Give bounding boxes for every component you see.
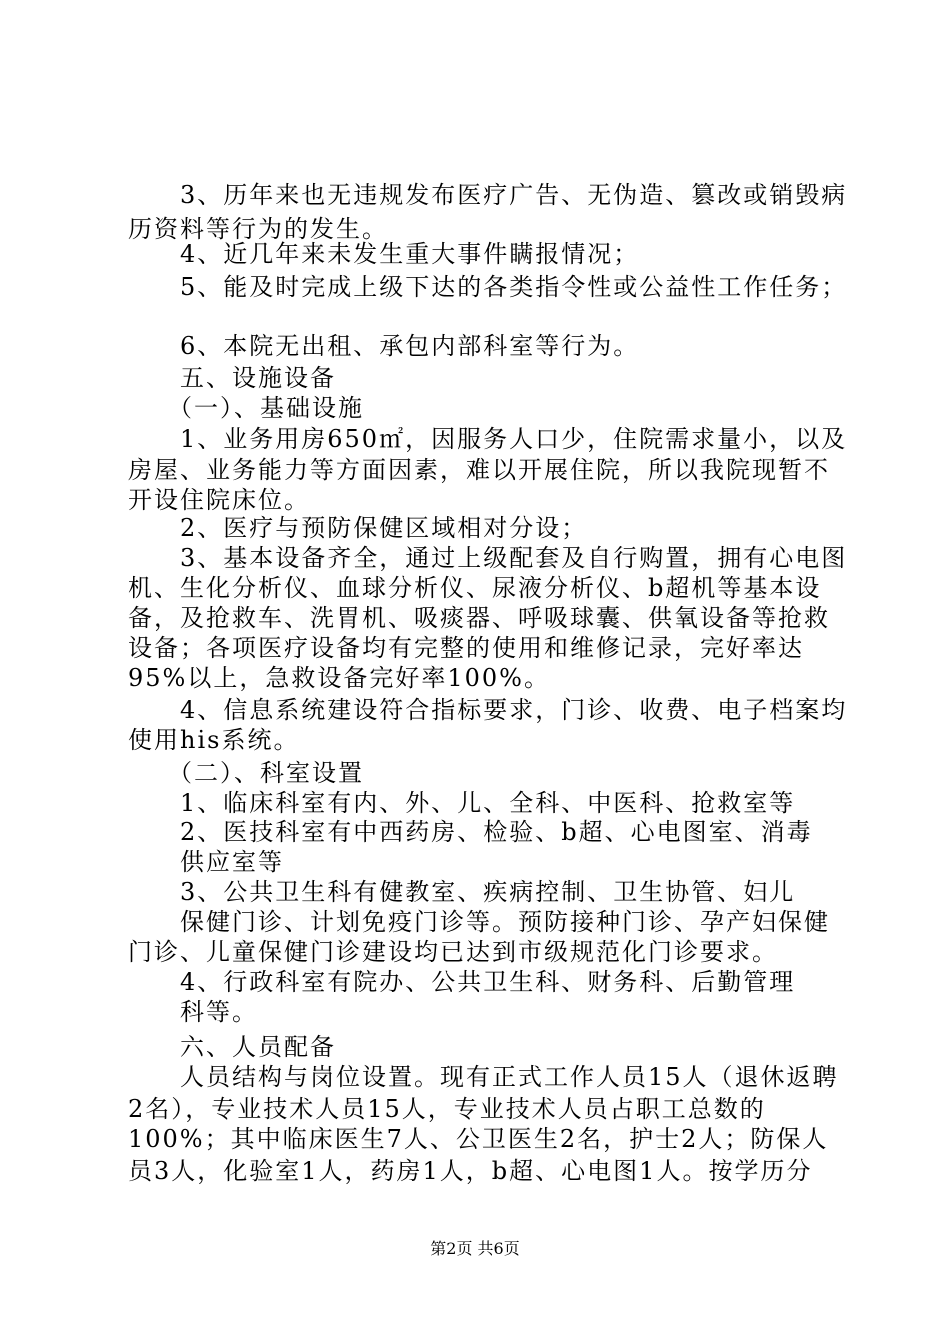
paragraph-line: 1、临床科室有内、外、儿、全科、中医科、抢救室等 [180, 789, 796, 817]
paragraph-line: 门诊、儿童保健门诊建设均已达到市级规范化门诊要求。 [128, 938, 778, 966]
paragraph-line: 3、基本设备齐全，通过上级配套及自行购置，拥有心电图 [180, 544, 848, 572]
paragraph-line: 房屋、业务能力等方面因素，难以开展住院，所以我院现暂不 [128, 456, 830, 484]
paragraph-line: 2名），专业技术人员15人，专业技术人员占职工总数的 [128, 1095, 766, 1123]
paragraph-line: 4、近几年来未发生重大事件瞒报情况； [180, 240, 640, 268]
paragraph-line: 4、信息系统建设符合指标要求，门诊、收费、电子档案均 [180, 696, 848, 724]
subsection-heading: （二）、科室设置 [168, 759, 364, 787]
paragraph-line: 员3人，化验室1人，药房1人，b超、心电图1人。按学历分 [128, 1157, 813, 1185]
paragraph-line: 历资料等行为的发生。 [128, 215, 388, 243]
subsection-heading: （一）、基础设施 [168, 394, 364, 422]
paragraph-line: 5、能及时完成上级下达的各类指令性或公益性工作任务； [180, 273, 848, 301]
paragraph-line: 3、历年来也无违规发布医疗广告、无伪造、篡改或销毁病 [180, 181, 848, 209]
paragraph-line: 1、业务用房650㎡，因服务人口少，住院需求量小，以及 [180, 425, 848, 453]
paragraph-line: 备，及抢救车、洗胃机、吸痰器、呼吸球囊、供氧设备等抢救 [128, 604, 830, 632]
paragraph-line: 人员结构与岗位设置。现有正式工作人员15人（退休返聘 [180, 1063, 839, 1091]
paragraph-line: 2、医技科室有中西药房、检验、b超、心电图室、消毒 [180, 818, 813, 846]
section-heading: 六、人员配备 [180, 1033, 336, 1061]
paragraph-line: 4、行政科室有院办、公共卫生科、财务科、后勤管理 [180, 968, 796, 996]
paragraph-line: 供应室等 [180, 848, 284, 876]
paragraph-line: 设备；各项医疗设备均有完整的使用和维修记录，完好率达 [128, 634, 804, 662]
page-footer: 第2页 共6页 [430, 1239, 520, 1258]
paragraph-line: 保健门诊、计划免疫门诊等。预防接种门诊、孕产妇保健 [180, 908, 830, 936]
paragraph-line: 95%以上，急救设备完好率100%。 [128, 664, 550, 692]
paragraph-line: 开设住院床位。 [128, 486, 310, 514]
paragraph-line: 使用his系统。 [128, 726, 300, 754]
paragraph-line: 机、生化分析仪、血球分析仪、尿液分析仪、b超机等基本设 [128, 574, 822, 602]
paragraph-line: 6、本院无出租、承包内部科室等行为。 [180, 332, 640, 360]
section-heading: 五、设施设备 [180, 364, 336, 392]
paragraph-line: 科等。 [180, 998, 258, 1026]
paragraph-line: 3、公共卫生科有健教室、疾病控制、卫生协管、妇儿 [180, 878, 796, 906]
paragraph-line: 2、医疗与预防保健区域相对分设； [180, 514, 588, 542]
paragraph-line: 100%；其中临床医生7人、公卫医生2名，护士2人；防保人 [128, 1125, 829, 1153]
